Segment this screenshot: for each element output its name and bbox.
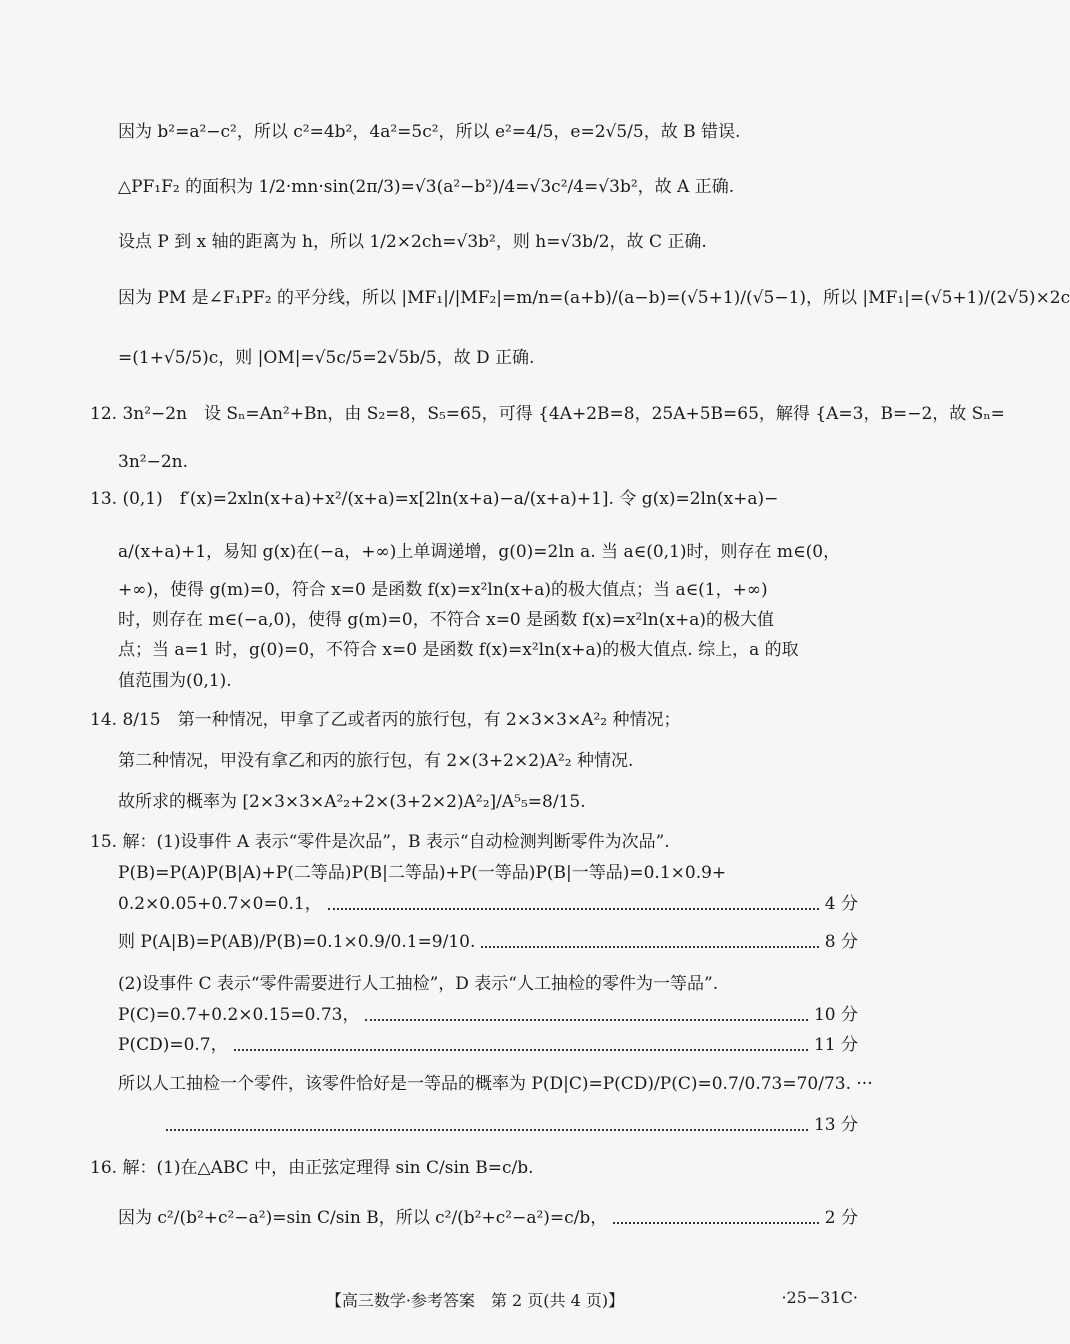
leader-dots bbox=[481, 945, 818, 948]
answer-line: +∞)，使得 g(m)=0，符合 x=0 是函数 f(x)=x²ln(x+a)的极大值点；当 a∈(1，+∞) bbox=[118, 580, 768, 600]
answer-line: 3n²−2n. bbox=[118, 452, 188, 472]
problem-14: 14. 8/15 第一种情况，甲拿了乙或者丙的旅行包，有 2×3×3×A²₂ 种情况； bbox=[90, 710, 681, 730]
answer-line: 第二种情况，甲没有拿乙和丙的旅行包，有 2×(3+2×2)A²₂ 种情况. bbox=[118, 751, 634, 771]
footer-code: ·25−31C· bbox=[781, 1288, 858, 1307]
leader-dots bbox=[328, 907, 819, 910]
answer-line: 故所求的概率为 [2×3×3×A²₂+2×(3+2×2)A²₂]/A⁵₅=8/15. bbox=[118, 792, 586, 812]
scored-line-text: P(C)=0.7+0.2×0.15=0.73， bbox=[118, 1005, 360, 1025]
score-label: 13 分 bbox=[813, 1115, 858, 1135]
scored-line bbox=[118, 1033, 858, 1057]
answer-line: △PF₁F₂ 的面积为 1/2·mn·sin(2π/3)=√3(a²−b²)/4=√3c²/4=√3b²，故 A 正确. bbox=[118, 177, 735, 197]
scored-line-text: 0.2×0.05+0.7×0=0.1， bbox=[118, 894, 322, 914]
answer-line: 因为 b²=a²−c²，所以 c²=4b²，4a²=5c²，所以 e²=4/5，e=2√5/5，故 B 错误. bbox=[118, 122, 741, 142]
scored-line bbox=[118, 892, 858, 916]
scored-line-text: P(CD)=0.7， bbox=[118, 1035, 228, 1055]
answer-line: 因为 PM 是∠F₁PF₂ 的平分线，所以 |MF₁|/|MF₂|=m/n=(a+b)/(a−b)=(√5+1)/(√5−1)，所以 |MF₁|=(√5+1)/(2√5)×2c bbox=[118, 288, 1070, 308]
scored-line-text: 因为 c²/(b²+c²−a²)=sin C/sin B，所以 c²/(b²+c²−a²)=c/b， bbox=[118, 1208, 608, 1228]
score-label: 8 分 bbox=[824, 932, 858, 952]
scored-line bbox=[118, 930, 858, 954]
answer-line: a/(x+a)+1，易知 g(x)在(−a，+∞)上单调递增，g(0)=2ln a. 当 a∈(0,1)时，则存在 m∈(0， bbox=[118, 542, 841, 562]
leader-dots bbox=[234, 1048, 808, 1051]
score-label: 2 分 bbox=[824, 1208, 858, 1228]
score-label: 11 分 bbox=[813, 1035, 858, 1055]
answer-line: 设点 P 到 x 轴的距离为 h，所以 1/2×2ch=√3b²，则 h=√3b/2，故 C 正确. bbox=[118, 232, 707, 252]
answer-line: (2)设事件 C 表示“零件需要进行人工抽检”，D 表示“人工抽检的零件为一等品”. bbox=[118, 974, 719, 994]
score-label: 10 分 bbox=[813, 1005, 858, 1025]
scored-line bbox=[160, 1113, 858, 1137]
answer-line: =(1+√5/5)c，则 |OM|=√5c/5=2√5b/5，故 D 正确. bbox=[118, 348, 535, 368]
answer-line: 所以人工抽检一个零件，该零件恰好是一等品的概率为 P(D|C)=P(CD)/P(C)=0.7/0.73=70/73. ··· bbox=[118, 1074, 873, 1094]
score-label: 4 分 bbox=[824, 894, 858, 914]
answer-line: P(B)=P(A)P(B|A)+P(二等品)P(B|二等品)+P(一等品)P(B|一等品)=0.1×0.9+ bbox=[118, 863, 727, 883]
scored-line-text: 则 P(A|B)=P(AB)/P(B)=0.1×0.9/0.1=9/10. bbox=[118, 932, 476, 952]
answer-line: 值范围为(0,1). bbox=[118, 671, 232, 691]
answer-line: 时，则存在 m∈(−a,0)，使得 g(m)=0，不符合 x=0 是函数 f(x)=x²ln(x+a)的极大值 bbox=[118, 610, 774, 630]
problem-13: 13. (0,1) f′(x)=2xln(x+a)+x²/(x+a)=x[2ln(x+a)−a/(x+a)+1]. 令 g(x)=2ln(x+a)− bbox=[90, 489, 779, 509]
scored-line bbox=[118, 1206, 858, 1230]
scored-line bbox=[118, 1003, 858, 1027]
footer-title: 【高三数学·参考答案 第 2 页(共 4 页)】 bbox=[325, 1291, 625, 1310]
answer-line: 点；当 a=1 时，g(0)=0，不符合 x=0 是函数 f(x)=x²ln(x+a)的极大值点. 综上，a 的取 bbox=[118, 640, 799, 660]
problem-12: 12. 3n²−2n 设 Sₙ=An²+Bn，由 S₂=8，S₅=65，可得 {4A+2B=8，25A+5B=65，解得 {A=3，B=−2，故 Sₙ= bbox=[90, 404, 1005, 424]
problem-15: 15. 解：(1)设事件 A 表示“零件是次品”，B 表示“自动检测判断零件为次品”. bbox=[90, 832, 670, 852]
leader-dots bbox=[365, 1018, 807, 1021]
leader-dots bbox=[166, 1128, 808, 1131]
leader-dots bbox=[613, 1221, 818, 1224]
problem-16: 16. 解：(1)在△ABC 中，由正弦定理得 sin C/sin B=c/b. bbox=[90, 1158, 534, 1178]
